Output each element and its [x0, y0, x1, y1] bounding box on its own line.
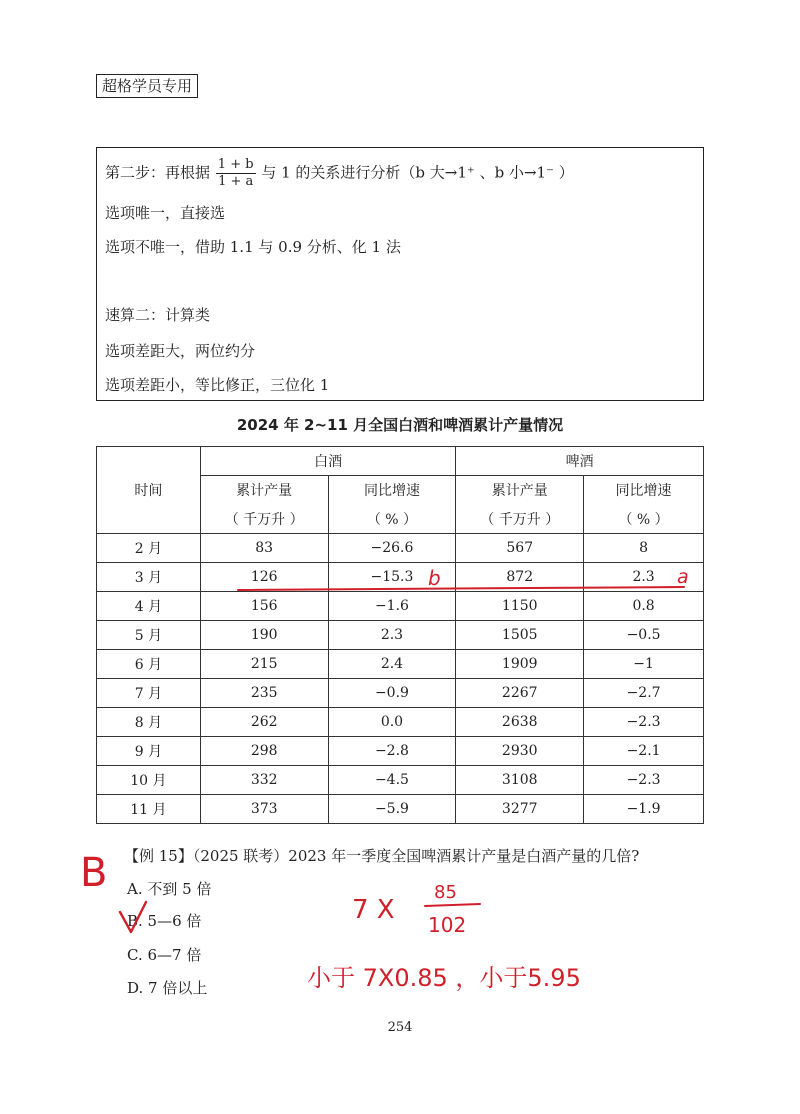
cell-baijiu-growth: −4.5: [328, 766, 456, 795]
cell-beer-growth: 2.3: [584, 563, 704, 592]
cell-beer-output: 2930: [456, 737, 584, 766]
cell-baijiu-output: 126: [200, 563, 328, 592]
handwritten-a: a: [677, 566, 689, 588]
page-number: 254: [387, 1020, 413, 1035]
handwritten-calc1-left: 7 X: [352, 895, 395, 925]
time-header: 时间: [97, 447, 201, 534]
cell-month: 9 月: [97, 737, 201, 766]
baijiu-output-unit: （ 千万升 ）: [200, 505, 328, 534]
fraction-bar-mark: [425, 904, 480, 906]
cell-beer-output: 1150: [456, 592, 584, 621]
fraction-denominator: 1 + a: [218, 174, 254, 189]
table-title: 2024 年 2~11 月全国白酒和啤酒累计产量情况: [236, 416, 564, 434]
step2-prefix: 第二步：再根据: [105, 163, 211, 182]
cell-month: 10 月: [97, 766, 201, 795]
cell-baijiu-output: 235: [200, 679, 328, 708]
cell-month: 6 月: [97, 650, 201, 679]
cell-beer-output: 1505: [456, 621, 584, 650]
cell-baijiu-growth: −0.9: [328, 679, 456, 708]
cell-baijiu-output: 190: [200, 621, 328, 650]
handwritten-b: b: [428, 566, 441, 590]
cell-month: 11 月: [97, 795, 201, 824]
cell-baijiu-growth: −1.6: [328, 592, 456, 621]
cell-beer-growth: −0.5: [584, 621, 704, 650]
checkmark-icon: [120, 902, 146, 932]
cell-baijiu-growth: −5.9: [328, 795, 456, 824]
beer-growth-header: 同比增速: [584, 476, 704, 505]
option-b[interactable]: B. 5—6 倍: [127, 912, 202, 930]
cell-beer-growth: −2.3: [584, 766, 704, 795]
beer-output-unit: （ 千万升 ）: [456, 505, 584, 534]
cell-baijiu-growth: 0.0: [328, 708, 456, 737]
note-line-2: 选项唯一，直接选: [105, 204, 226, 222]
cell-beer-output: 567: [456, 534, 584, 563]
option-d[interactable]: D. 7 倍以上: [127, 979, 208, 997]
cell-beer-growth: −2.3: [584, 708, 704, 737]
cell-month: 3 月: [97, 563, 201, 592]
cell-baijiu-output: 298: [200, 737, 328, 766]
option-c[interactable]: C. 6—7 倍: [127, 946, 202, 964]
cell-month: 7 月: [97, 679, 201, 708]
note-line-6: 选项差距小，等比修正，三位化 1: [105, 376, 330, 394]
baijiu-growth-unit: （ % ）: [328, 505, 456, 534]
cell-baijiu-output: 373: [200, 795, 328, 824]
baijiu-growth-header: 同比增速: [328, 476, 456, 505]
handwritten-calc2: 小于 7X0.85 ，小于5.95: [307, 964, 581, 992]
cell-baijiu-output: 156: [200, 592, 328, 621]
cell-baijiu-growth: −26.6: [328, 534, 456, 563]
beer-header: 啤酒: [456, 447, 704, 476]
note-line-4: 速算二：计算类: [105, 306, 211, 324]
fraction-numerator: 1 + b: [217, 157, 254, 172]
beer-growth-unit: （ % ）: [584, 505, 704, 534]
cell-baijiu-growth: −15.3: [328, 563, 456, 592]
cell-baijiu-growth: −2.8: [328, 737, 456, 766]
cell-beer-output: 3108: [456, 766, 584, 795]
handwritten-calc1-num: 85: [434, 882, 457, 903]
cell-baijiu-growth: 2.3: [328, 621, 456, 650]
note-line-3: 选项不唯一，借助 1.1 与 0.9 分析、化 1 法: [105, 238, 401, 256]
cell-month: 2 月: [97, 534, 201, 563]
cell-baijiu-growth: 2.4: [328, 650, 456, 679]
cell-baijiu-output: 262: [200, 708, 328, 737]
cell-beer-growth: −2.1: [584, 737, 704, 766]
cell-beer-output: 3277: [456, 795, 584, 824]
cell-month: 5 月: [97, 621, 201, 650]
cell-beer-output: 2267: [456, 679, 584, 708]
cell-baijiu-output: 215: [200, 650, 328, 679]
cell-beer-growth: 0.8: [584, 592, 704, 621]
question-stem: 【例 15】（2025 联考）2023 年一季度全国啤酒累计产量是白酒产量的几倍?: [124, 847, 640, 865]
baijiu-output-header: 累计产量: [200, 476, 328, 505]
cell-beer-output: 872: [456, 563, 584, 592]
step2-suffix: 与 1 的关系进行分析（b 大→1⁺ 、b 小→1⁻ ）: [261, 163, 574, 182]
cell-beer-output: 2638: [456, 708, 584, 737]
cell-month: 4 月: [97, 592, 201, 621]
cell-beer-growth: −2.7: [584, 679, 704, 708]
underline-mark: [238, 587, 684, 590]
baijiu-header: 白酒: [200, 447, 456, 476]
cell-baijiu-output: 83: [200, 534, 328, 563]
option-a[interactable]: A. 不到 5 倍: [127, 880, 212, 898]
cell-beer-growth: 8: [584, 534, 704, 563]
beer-output-header: 累计产量: [456, 476, 584, 505]
handwritten-calc1-den: 102: [428, 913, 467, 937]
cell-month: 8 月: [97, 708, 201, 737]
student-only-tag: 超格学员专用: [96, 74, 198, 98]
cell-beer-output: 1909: [456, 650, 584, 679]
cell-beer-growth: −1: [584, 650, 704, 679]
cell-beer-growth: −1.9: [584, 795, 704, 824]
cell-baijiu-output: 332: [200, 766, 328, 795]
note-line-5: 选项差距大，两位约分: [105, 342, 256, 360]
handwritten-answer: B: [80, 850, 108, 896]
